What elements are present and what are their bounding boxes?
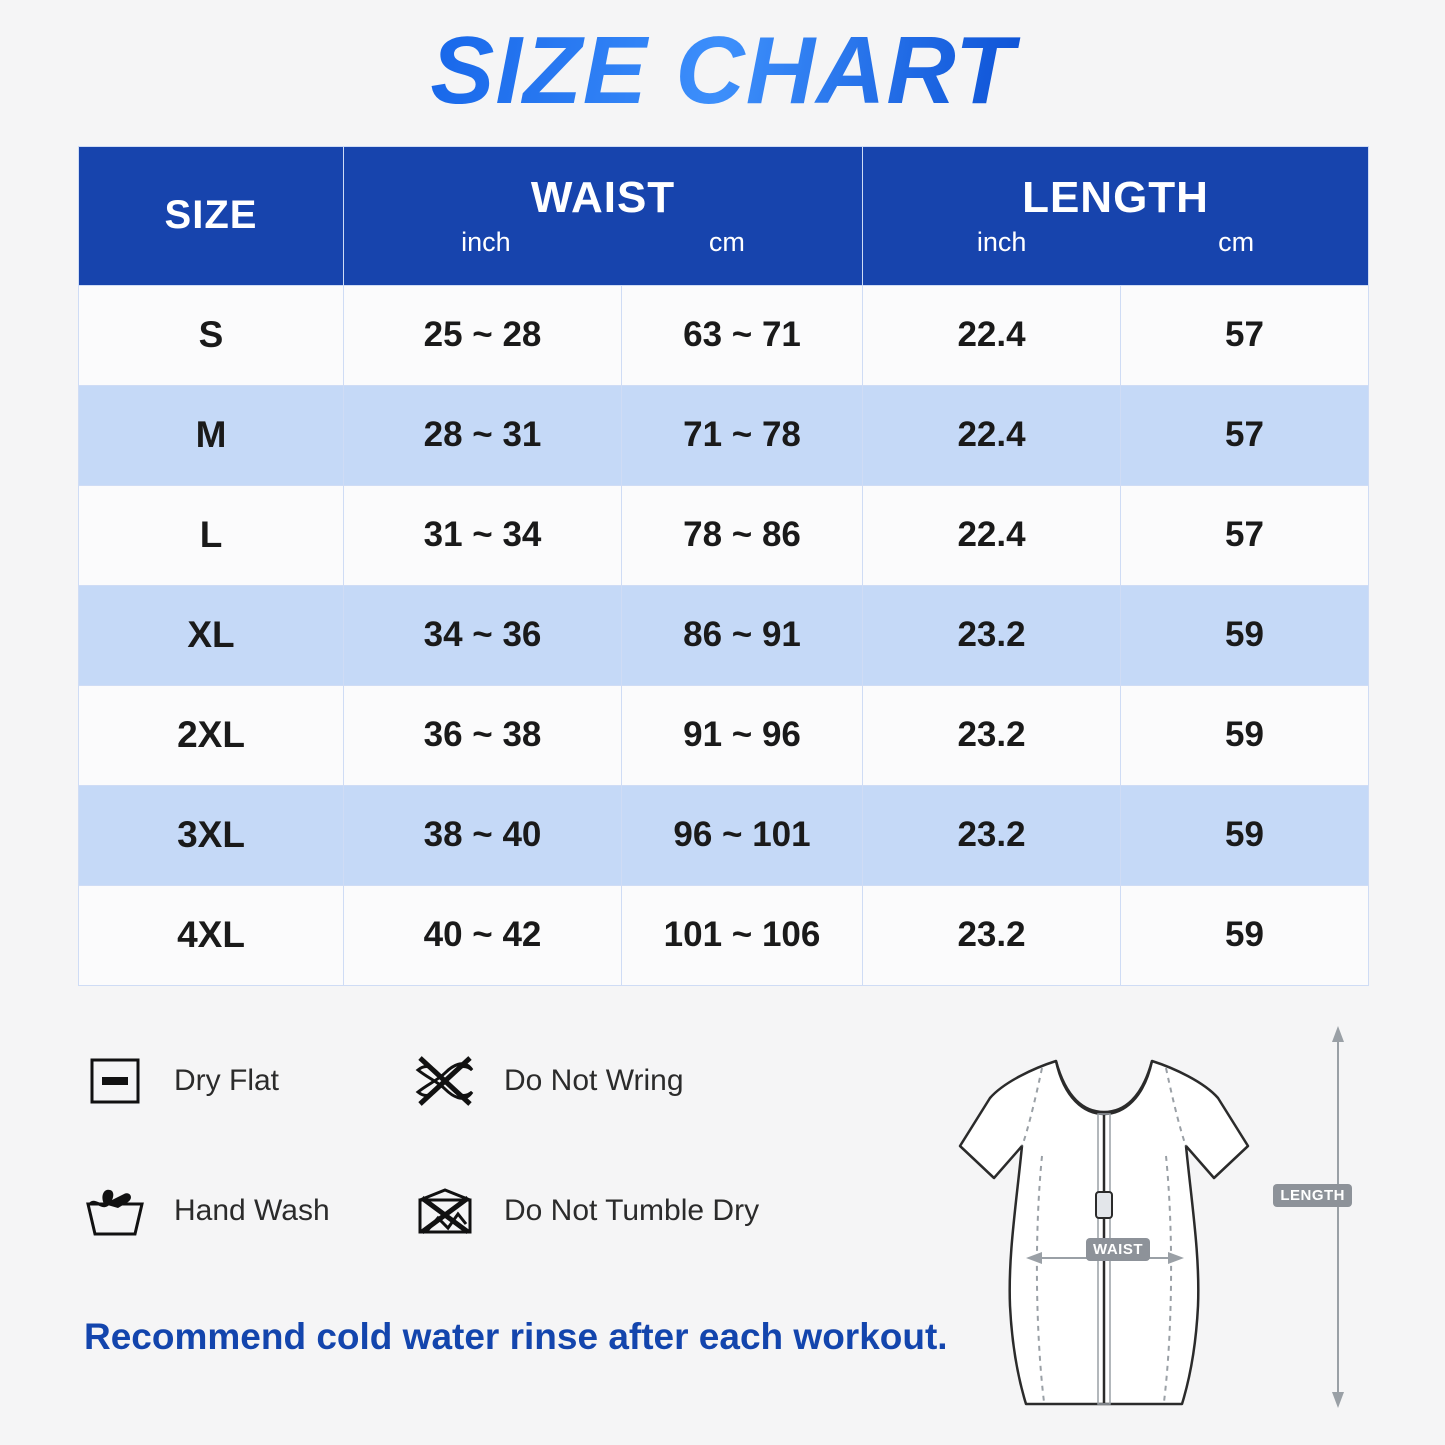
- column-header-length-label: LENGTH: [1022, 173, 1209, 223]
- cell-waist-cm: 96 ~ 101: [622, 785, 863, 885]
- column-header-length: [863, 146, 1369, 285]
- care-item-do-not-wring: [408, 1044, 828, 1118]
- table-row: [79, 485, 1369, 585]
- care-and-diagram-section: [78, 1016, 1368, 1396]
- cell-waist-cm: 71 ~ 78: [622, 385, 863, 485]
- table-row: [79, 385, 1369, 485]
- cell-size: 4XL: [79, 885, 344, 985]
- column-header-waist-label: WAIST: [530, 173, 676, 223]
- length-dimension-label: LENGTH: [1273, 1184, 1352, 1207]
- cell-size: XL: [79, 585, 344, 685]
- cell-waist-inch: 36 ~ 38: [344, 685, 622, 785]
- care-label-hand-wash: Hand Wash: [174, 1193, 330, 1227]
- cell-length-cm: 59: [1121, 685, 1369, 785]
- recommendation-note: Recommend cold water rinse after each workout.: [84, 1315, 948, 1357]
- cell-size: 3XL: [79, 785, 344, 885]
- cell-length-cm: 57: [1121, 385, 1369, 485]
- cell-length-cm: 57: [1121, 485, 1369, 585]
- cell-length-cm: 57: [1121, 285, 1369, 385]
- cell-waist-cm: 86 ~ 91: [622, 585, 863, 685]
- care-item-dry-flat: [78, 1044, 408, 1118]
- waist-unit-inch: inch: [461, 227, 511, 258]
- length-unit-inch: inch: [976, 227, 1027, 258]
- table-row: [79, 785, 1369, 885]
- table-row: [79, 885, 1369, 985]
- hand-wash-icon: [78, 1174, 152, 1248]
- care-item-do-not-tumble-dry: [408, 1174, 828, 1248]
- cell-length-cm: 59: [1121, 585, 1369, 685]
- do-not-tumble-dry-icon: [408, 1174, 482, 1248]
- column-header-size: [79, 146, 344, 285]
- column-header-waist: [344, 146, 863, 285]
- cell-size: L: [79, 485, 344, 585]
- cell-waist-inch: 28 ~ 31: [344, 385, 622, 485]
- cell-size: S: [79, 285, 344, 385]
- cell-length-inch: 22.4: [863, 285, 1121, 385]
- cell-length-inch: 22.4: [863, 385, 1121, 485]
- cell-length-inch: 23.2: [863, 585, 1121, 685]
- cell-waist-inch: 38 ~ 40: [344, 785, 622, 885]
- care-label-do-not-wring: Do Not Wring: [504, 1063, 684, 1097]
- size-chart-table-wrapper: [78, 146, 1368, 986]
- size-chart-table: [78, 146, 1369, 986]
- cell-size: M: [79, 385, 344, 485]
- cell-waist-inch: 34 ~ 36: [344, 585, 622, 685]
- dry-flat-icon: [78, 1044, 152, 1118]
- cell-length-inch: 22.4: [863, 485, 1121, 585]
- cell-length-cm: 59: [1121, 785, 1369, 885]
- table-body: [79, 285, 1369, 985]
- cell-length-inch: 23.2: [863, 885, 1121, 985]
- cell-waist-inch: 25 ~ 28: [344, 285, 622, 385]
- length-unit-cm: cm: [1218, 227, 1255, 258]
- column-header-size-label: SIZE: [164, 193, 258, 238]
- cell-waist-cm: 78 ~ 86: [622, 485, 863, 585]
- table-row: [79, 285, 1369, 385]
- cell-length-inch: 23.2: [863, 685, 1121, 785]
- page-title: SIZE CHART: [0, 0, 1445, 124]
- cell-size: 2XL: [79, 685, 344, 785]
- care-item-hand-wash: [78, 1174, 408, 1248]
- cell-length-cm: 59: [1121, 885, 1369, 985]
- table-row: [79, 685, 1369, 785]
- table-header: [79, 146, 1369, 285]
- cell-waist-inch: 40 ~ 42: [344, 885, 622, 985]
- garment-diagram: [938, 1006, 1378, 1421]
- waist-unit-cm: cm: [708, 227, 745, 258]
- cell-waist-inch: 31 ~ 34: [344, 485, 622, 585]
- waist-dimension-label: WAIST: [1086, 1238, 1150, 1261]
- cell-waist-cm: 63 ~ 71: [622, 285, 863, 385]
- table-header-row: [79, 146, 1369, 285]
- care-label-dry-flat: Dry Flat: [174, 1063, 279, 1097]
- cell-length-inch: 23.2: [863, 785, 1121, 885]
- cell-waist-cm: 101 ~ 106: [622, 885, 863, 985]
- table-row: [79, 585, 1369, 685]
- do-not-wring-icon: [408, 1044, 482, 1118]
- cell-waist-cm: 91 ~ 96: [622, 685, 863, 785]
- care-label-do-not-tumble-dry: Do Not Tumble Dry: [504, 1193, 760, 1227]
